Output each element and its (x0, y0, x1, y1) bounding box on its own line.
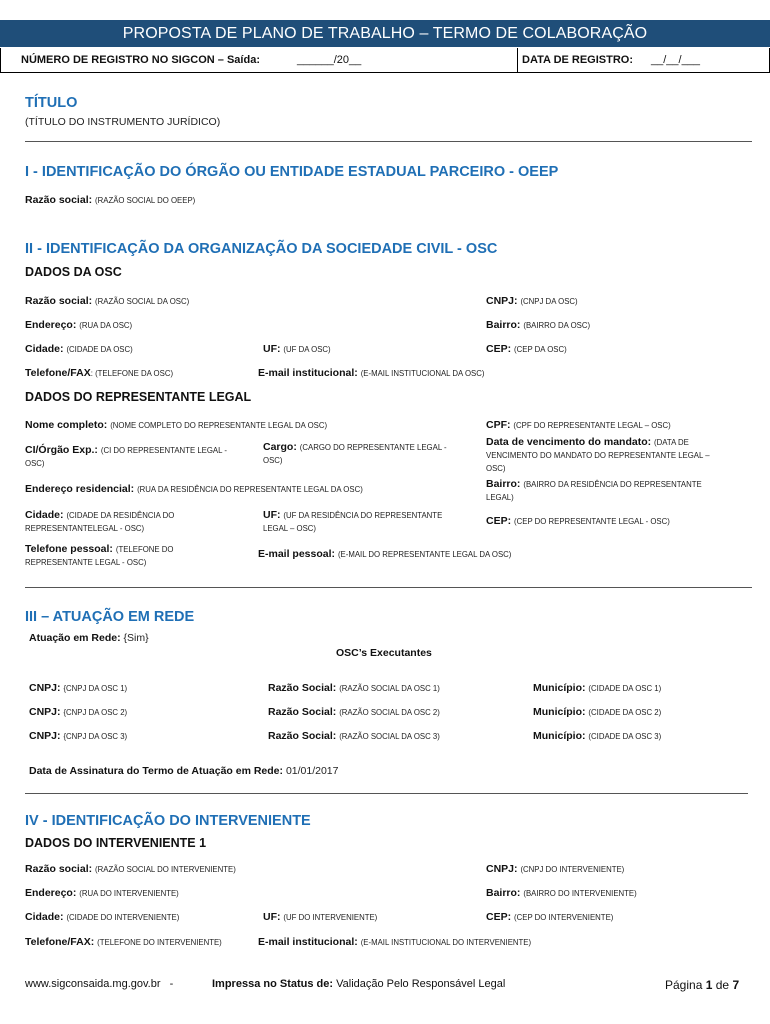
section-1-heading: I - IDENTIFICAÇÃO DO ÓRGÃO OU ENTIDADE ESTADUAL PARCEIRO - OEEP (25, 164, 559, 180)
titulo-heading: TÍTULO (25, 95, 78, 111)
oeep-razao-field (25, 194, 195, 207)
osc-razao-value: (RAZÃO SOCIAL DA OSC) (95, 297, 190, 306)
int-cnpj-field (486, 863, 624, 876)
footer-status-value: Validação Pelo Responsável Legal (336, 978, 506, 990)
rep-mandato-value: (DATA DE (654, 438, 689, 447)
osc-tel-value: : (TELEFONE DA OSC) (90, 369, 174, 378)
rep-cepres-field (486, 515, 670, 528)
section-4-heading: IV - IDENTIFICAÇÃO DO INTERVENIENTE (25, 813, 311, 829)
rep-cepres-value: (CEP DO REPRESENTANTE LEGAL - OSC) (514, 517, 670, 526)
osc-cnpj-label: CNPJ: (486, 295, 518, 307)
exec-cnpj-label: CNPJ: (29, 706, 61, 718)
rep-bairrores-value-cont: LEGAL) (486, 493, 514, 502)
rep-ci-value: (CI DO REPRESENTANTE LEGAL - (100, 446, 227, 455)
dados-representante-heading: DADOS DO REPRESENTANTE LEGAL (25, 390, 252, 404)
osc-endereco-field (25, 319, 132, 332)
int-cnpj-label: CNPJ: (486, 863, 518, 875)
rep-cidaderes-field (25, 509, 255, 535)
atuacao-value: {Sim} (123, 632, 149, 644)
osc-uf-value: (UF DA OSC) (283, 345, 331, 354)
rep-endres-field (25, 483, 363, 496)
exec-cnpj-label: CNPJ: (29, 682, 61, 694)
rep-cpf-label: CPF: (486, 419, 511, 431)
rep-telpes-field (25, 543, 255, 569)
divider-line (25, 587, 752, 588)
osc-tel-label: Telefone/FAX (25, 367, 91, 379)
osc-uf-label: UF: (263, 343, 281, 355)
int-cidade-label: Cidade: (25, 911, 64, 923)
exec-razao-value: (RAZÃO SOCIAL DA OSC 3) (339, 732, 440, 741)
osc-razao-label: Razão social: (25, 295, 93, 307)
exec-row-1-razao (268, 682, 440, 695)
exec-row-3-cnpj (29, 730, 127, 743)
exec-mun-value: (CIDADE DA OSC 1) (588, 684, 662, 693)
registration-row (0, 48, 770, 73)
int-uf-field (263, 911, 377, 924)
rep-cidaderes-label: Cidade: (25, 509, 64, 521)
int-endereco-field (25, 887, 179, 900)
int-endereco-value: (RUA DO INTERVENIENTE) (79, 889, 179, 898)
rep-nome-label: Nome completo: (25, 419, 108, 431)
exec-cnpj-label: CNPJ: (29, 730, 61, 742)
rep-mandato-value-cont: VENCIMENTO DO MANDATO DO REPRESENTANTE LEGAL – (486, 451, 710, 460)
exec-row-3-razao (268, 730, 440, 743)
int-razao-label: Razão social: (25, 863, 93, 875)
rep-ci-label: CI/Órgão Exp.: (25, 444, 98, 456)
footer-page-total: 7 (732, 978, 740, 992)
exec-mun-value: (CIDADE DA OSC 2) (588, 708, 662, 717)
rep-ufres-value-cont: LEGAL – OSC) (263, 524, 317, 533)
osc-email-field (258, 367, 484, 380)
dados-osc-heading: DADOS DA OSC (25, 265, 122, 279)
rep-cargo-label: Cargo: (263, 441, 297, 453)
assinatura-field (29, 765, 339, 778)
osc-cnpj-value: (CNPJ DA OSC) (520, 297, 578, 306)
osc-cep-label: CEP: (486, 343, 512, 355)
osc-bairro-field (486, 319, 590, 332)
rep-emailpes-field (258, 548, 511, 561)
exec-mun-label: Município: (533, 730, 586, 742)
osc-cep-field (486, 343, 567, 356)
oeep-razao-value: (RAZÃO SOCIAL DO OEEP) (95, 196, 196, 205)
int-tel-field (25, 936, 222, 949)
exec-row-3-municipio (533, 730, 661, 743)
int-tel-label: Telefone/FAX: (25, 936, 95, 948)
footer-of-word: de (715, 978, 730, 992)
osc-email-value: (E-MAIL INSTITUCIONAL DA OSC) (360, 369, 485, 378)
int-cidade-value: (CIDADE DO INTERVENIENTE) (66, 913, 180, 922)
rep-cpf-value: (CPF DO REPRESENTANTE LEGAL – OSC) (513, 421, 671, 430)
rep-cargo-value-cont: OSC) (263, 456, 283, 465)
int-bairro-field (486, 887, 637, 900)
rep-ci-value-cont: OSC) (25, 459, 45, 468)
rep-mandato-label: Data de vencimento do mandato: (486, 436, 652, 448)
int-cidade-field (25, 911, 179, 924)
int-cep-label: CEP: (486, 911, 512, 923)
exec-row-2-razao (268, 706, 440, 719)
exec-cnpj-value: {CNPJ DA OSC 2) (63, 708, 128, 717)
registro-value: ______/20__ (297, 54, 362, 66)
exec-cnpj-value: {CNPJ DA OSC 3) (63, 732, 128, 741)
rep-telpes-label: Telefone pessoal: (25, 543, 113, 555)
oeep-razao-label: Razão social: (25, 194, 93, 206)
rep-cargo-value: (CARGO DO REPRESENTANTE LEGAL - (299, 443, 447, 452)
int-cep-field (486, 911, 613, 924)
int-bairro-value: (BAIRRO DO INTERVENIENTE) (523, 889, 637, 898)
footer-site-link[interactable]: www.sigconsaida.mg.gov.br (25, 978, 161, 990)
exec-mun-label: Município: (533, 682, 586, 694)
section-2-heading: II - IDENTIFICAÇÃO DA ORGANIZAÇÃO DA SOCIEDADE CIVIL - OSC (25, 241, 498, 257)
osc-endereco-label: Endereço: (25, 319, 77, 331)
osc-cidade-value: (CIDADE DA OSC) (66, 345, 133, 354)
rep-bairrores-field (486, 478, 751, 504)
rep-bairrores-label: Bairro: (486, 478, 521, 490)
rep-ufres-value: (UF DA RESIDÊNCIA DO REPRESENTANTE (283, 511, 443, 520)
osc-tel-field (25, 367, 173, 380)
registro-label: NÚMERO DE REGISTRO NO SIGCON – Saída: (21, 54, 260, 66)
osc-bairro-value: (BAIRRO DA OSC) (523, 321, 591, 330)
assinatura-label: Data de Assinatura do Termo de Atuação em Rede: (29, 765, 284, 777)
int-uf-value: (UF DO INTERVENIENTE) (283, 913, 378, 922)
exec-razao-label: Razão Social: (268, 682, 337, 694)
exec-row-1-municipio (533, 682, 661, 695)
osc-cidade-label: Cidade: (25, 343, 64, 355)
rep-cidaderes-value-cont: REPRESENTANTELEGAL - OSC) (25, 524, 145, 533)
exec-razao-value: (RAZÃO SOCIAL DA OSC 1) (339, 684, 440, 693)
osc-email-label: E-mail institucional: (258, 367, 358, 379)
int-tel-value: (TELEFONE DO INTERVENIENTE) (97, 938, 222, 947)
rep-emailpes-value: (E-MAIL DO REPRESENTANTE LEGAL DA OSC) (337, 550, 512, 559)
osc-endereco-value: (RUA DA OSC) (79, 321, 133, 330)
exec-razao-value: (RAZÃO SOCIAL DA OSC 2) (339, 708, 440, 717)
rep-endres-label: Endereço residencial: (25, 483, 135, 495)
footer-page-word: Página (665, 978, 703, 992)
int-uf-label: UF: (263, 911, 281, 923)
osc-razao-field (25, 295, 189, 308)
footer-status-label: Impressa no Status de: (212, 978, 334, 990)
int-email-field (258, 936, 531, 949)
assinatura-value: 01/01/2017 (285, 765, 339, 777)
int-email-value: (E-MAIL INSTITUCIONAL DO INTERVENIENTE) (360, 938, 532, 947)
dados-interveniente-heading: DADOS DO INTERVENIENTE 1 (25, 836, 207, 850)
rep-telpes-value: (TELEFONE DO (115, 545, 174, 554)
rep-nome-value: (NOME COMPLETO DO REPRESENTANTE LEGAL DA OSC) (110, 421, 328, 430)
int-cnpj-value: (CNPJ DO INTERVENIENTE) (520, 865, 625, 874)
rep-cpf-field (486, 419, 671, 432)
rep-nome-field (25, 419, 327, 432)
rep-emailpes-label: E-mail pessoal: (258, 548, 336, 560)
footer-dash: - (169, 978, 174, 990)
exec-row-1-cnpj (29, 682, 127, 695)
int-endereco-label: Endereço: (25, 887, 77, 899)
divider-line (25, 141, 752, 142)
document-title: PROPOSTA DE PLANO DE TRABALHO – TERMO DE COLABORAÇÃO (0, 20, 770, 47)
osc-cnpj-field (486, 295, 578, 308)
osc-cep-value: (CEP DA OSC) (514, 345, 567, 354)
rep-endres-value: (RUA DA RESIDÊNCIA DO REPRESENTANTE LEGAL DA OSC) (137, 485, 363, 494)
exec-row-2-cnpj (29, 706, 127, 719)
osc-cidade-field (25, 343, 133, 356)
rep-cargo-field (263, 441, 478, 467)
osc-bairro-label: Bairro: (486, 319, 521, 331)
rep-mandato-value-end: OSC) (486, 464, 506, 473)
divider-line (25, 793, 748, 794)
rep-bairrores-value: (BAIRRO DA RESIDÊNCIA DO REPRESENTANTE (523, 480, 702, 489)
rep-mandato-field (486, 436, 751, 475)
section-3-heading: III – ATUAÇÃO EM REDE (25, 609, 195, 625)
atuacao-label: Atuação em Rede: (29, 632, 121, 644)
footer-status (212, 978, 505, 990)
int-bairro-label: Bairro: (486, 887, 521, 899)
footer-site (25, 978, 173, 990)
rep-ufres-label: UF: (263, 509, 281, 521)
exec-row-2-municipio (533, 706, 661, 719)
exec-razao-label: Razão Social: (268, 706, 337, 718)
exec-cnpj-value: {CNPJ DA OSC 1) (63, 684, 128, 693)
data-registro-label: DATA DE REGISTRO: (522, 54, 634, 66)
executantes-heading: OSC’s Executantes (336, 647, 432, 659)
rep-telpes-value-cont: REPRESENTANTE LEGAL - OSC) (25, 558, 147, 567)
exec-razao-label: Razão Social: (268, 730, 337, 742)
titulo-sub: (TÍTULO DO INSTRUMENTO JURÍDICO) (25, 116, 221, 128)
registration-divider (517, 48, 518, 72)
int-email-label: E-mail institucional: (258, 936, 358, 948)
exec-mun-value: (CIDADE DA OSC 3) (588, 732, 662, 741)
rep-cidaderes-value: (CIDADE DA RESIDÊNCIA DO (66, 511, 175, 520)
atuacao-field (29, 632, 149, 645)
rep-ufres-field (263, 509, 478, 535)
exec-mun-label: Município: (533, 706, 586, 718)
footer-page-num: 1 (705, 978, 713, 992)
data-registro-value: __/__/___ (651, 54, 700, 66)
footer-page (665, 978, 739, 992)
int-razao-field (25, 863, 236, 876)
int-cep-value: (CEP DO INTERVENIENTE) (514, 913, 614, 922)
rep-cepres-label: CEP: (486, 515, 512, 527)
int-razao-value: (RAZÃO SOCIAL DO INTERVENIENTE) (95, 865, 236, 874)
rep-ci-field (25, 444, 250, 470)
osc-uf-field (263, 343, 331, 356)
